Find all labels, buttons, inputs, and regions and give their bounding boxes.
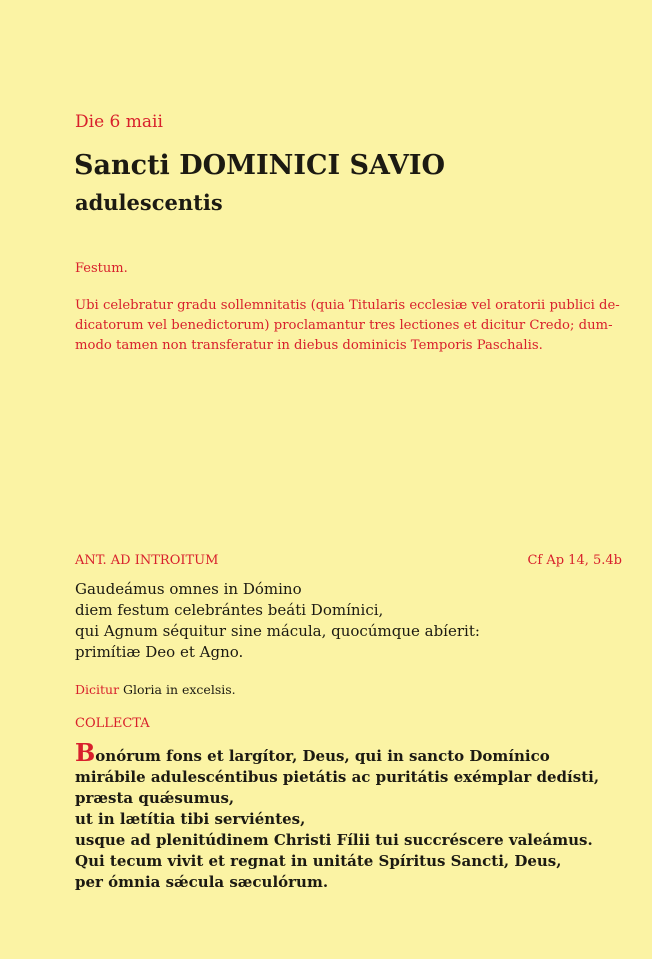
feast-rank: Festum.	[75, 261, 128, 276]
introit-text	[75, 579, 480, 663]
introit-line: qui Agnum séquitur sine mácula, quocúmque abíerit:	[75, 622, 480, 640]
collect-first-line: onórum fons et largítor, Deus, qui in sancto Domínico	[95, 747, 550, 765]
collect-line: usque ad plenitúdinem Christi Fílii tui succréscere valeámus.	[75, 831, 593, 849]
collect-initial: B	[75, 738, 96, 767]
gloria-rubric	[75, 682, 236, 697]
collect-line	[75, 738, 599, 767]
collect-heading: COLLECTA	[75, 716, 150, 731]
gloria-text: Gloria in excelsis.	[119, 682, 236, 697]
collect-prayer	[75, 738, 600, 893]
introit-line: Gaudeámus omnes in Dómino	[75, 580, 302, 598]
rubric-line: Ubi celebratur gradu sollemnitatis (quia Titularis ecclesiæ vel oratorii publici de-	[75, 298, 620, 313]
collect-line: Qui tecum vivit et regnat in unitáte Spíritus Sancti, Deus,	[75, 852, 562, 870]
introit-line: primítiæ Deo et Agno.	[75, 643, 244, 661]
collect-line: præsta quǽsumus,	[75, 789, 235, 807]
page-subtitle: adulescentis	[75, 190, 223, 215]
rubric-line: dicatorum vel benedictorum) proclamantur tres lectiones et dicitur Credo; dum-	[75, 318, 613, 333]
introit-reference: Cf Ap 14, 5.4b	[527, 553, 622, 568]
introit-line: diem festum celebrántes beáti Domínici,	[75, 601, 384, 619]
introit-heading: ANT. AD INTROITUM	[75, 553, 219, 568]
gloria-rubric-word: Dicitur	[75, 682, 120, 697]
rubric-line: modo tamen non transferatur in diebus dominicis Temporis Paschalis.	[75, 338, 543, 353]
collect-line: ut in lætítia tibi serviéntes,	[75, 810, 306, 828]
feast-date: Die 6 maii	[75, 112, 163, 132]
rubric-paragraph	[75, 296, 635, 356]
collect-line: per ómnia sǽcula sæculórum.	[75, 873, 329, 891]
page-title: Sancti DOMINICI SAVIO	[74, 150, 446, 181]
collect-line: mirábile adulescéntibus pietátis ac puritátis exémplar dedísti,	[75, 768, 600, 786]
